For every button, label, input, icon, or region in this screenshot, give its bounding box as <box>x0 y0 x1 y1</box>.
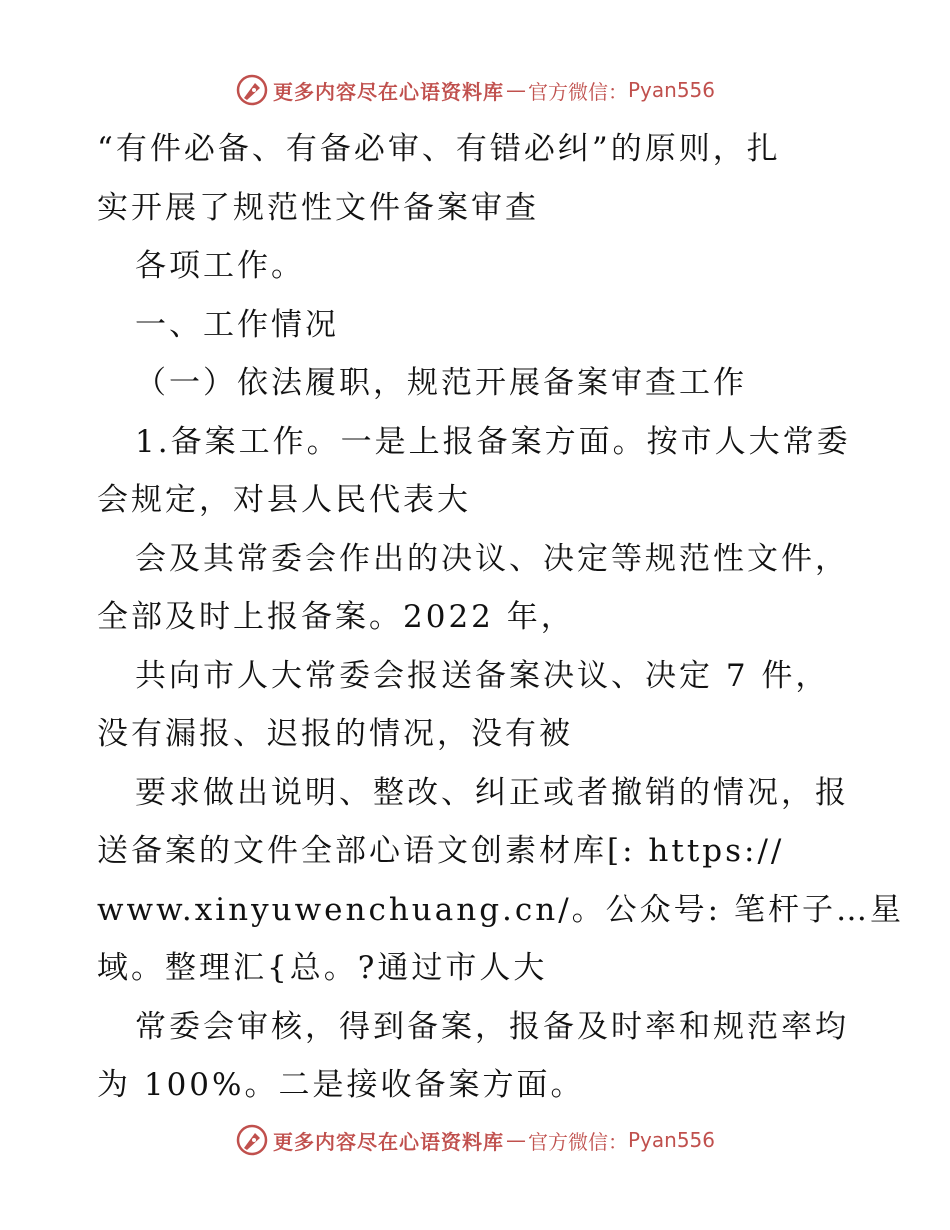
body-line: 全部及时上报备案。2022 年， <box>97 599 575 635</box>
watermark-wechat-id: Pyan556 <box>627 78 715 102</box>
subsection-heading: （一）依法履职，规范开展备案审查工作 <box>135 365 747 401</box>
body-line: 为 100%。二是接收备案方面。 <box>97 1067 585 1103</box>
watermark-wechat-label: 官方微信： <box>527 1129 628 1154</box>
body-line: 会及其常委会作出的决议、决定等规范性文件， <box>135 540 849 577</box>
header-watermark <box>0 70 950 110</box>
body-line: 要求做出说明、整改、纠正或者撤销的情况，报 <box>135 774 849 811</box>
pen-nib-logo-icon <box>235 73 269 107</box>
watermark-wechat-label: 官方微信： <box>527 79 628 104</box>
footer-watermark <box>0 1120 950 1160</box>
watermark-site-name: 更多内容尽在心语资料库 <box>272 79 504 104</box>
watermark-wechat-id: Pyan556 <box>627 1128 715 1152</box>
pen-nib-logo-icon <box>235 1123 269 1157</box>
body-line: www.xinyuwenchuang.cn/。公众号: 笔杆子…星 <box>97 891 904 928</box>
body-line: 送备案的文件全部心语文创素材库[: https:// <box>97 833 785 869</box>
section-heading: 一、工作情况 <box>135 306 339 343</box>
watermark-site-name: 更多内容尽在心语资料库 <box>272 1129 504 1154</box>
body-line: 1.备案工作。一是上报备案方面。按市人大常委 <box>135 423 851 460</box>
body-line: 共向市人大常委会报送备案决议、决定 7 件， <box>135 657 830 694</box>
body-line: 会规定，对县人民代表大 <box>97 482 471 518</box>
body-line: 各项工作。 <box>135 248 305 284</box>
watermark-separator: — <box>505 78 526 102</box>
body-line: “有件必备、有备必审、有错必纠”的原则，扎 <box>97 131 781 167</box>
body-line: 没有漏报、迟报的情况，没有被 <box>97 716 573 752</box>
body-line: 常委会审核，得到备案，报备及时率和规范率均 <box>135 1008 849 1045</box>
document-body <box>97 120 904 1115</box>
body-line: 实开展了规范性文件备案审查 <box>97 189 539 226</box>
body-line: 域。整理汇{总。?通过市人大 <box>97 950 548 986</box>
watermark-separator: — <box>505 1128 526 1152</box>
